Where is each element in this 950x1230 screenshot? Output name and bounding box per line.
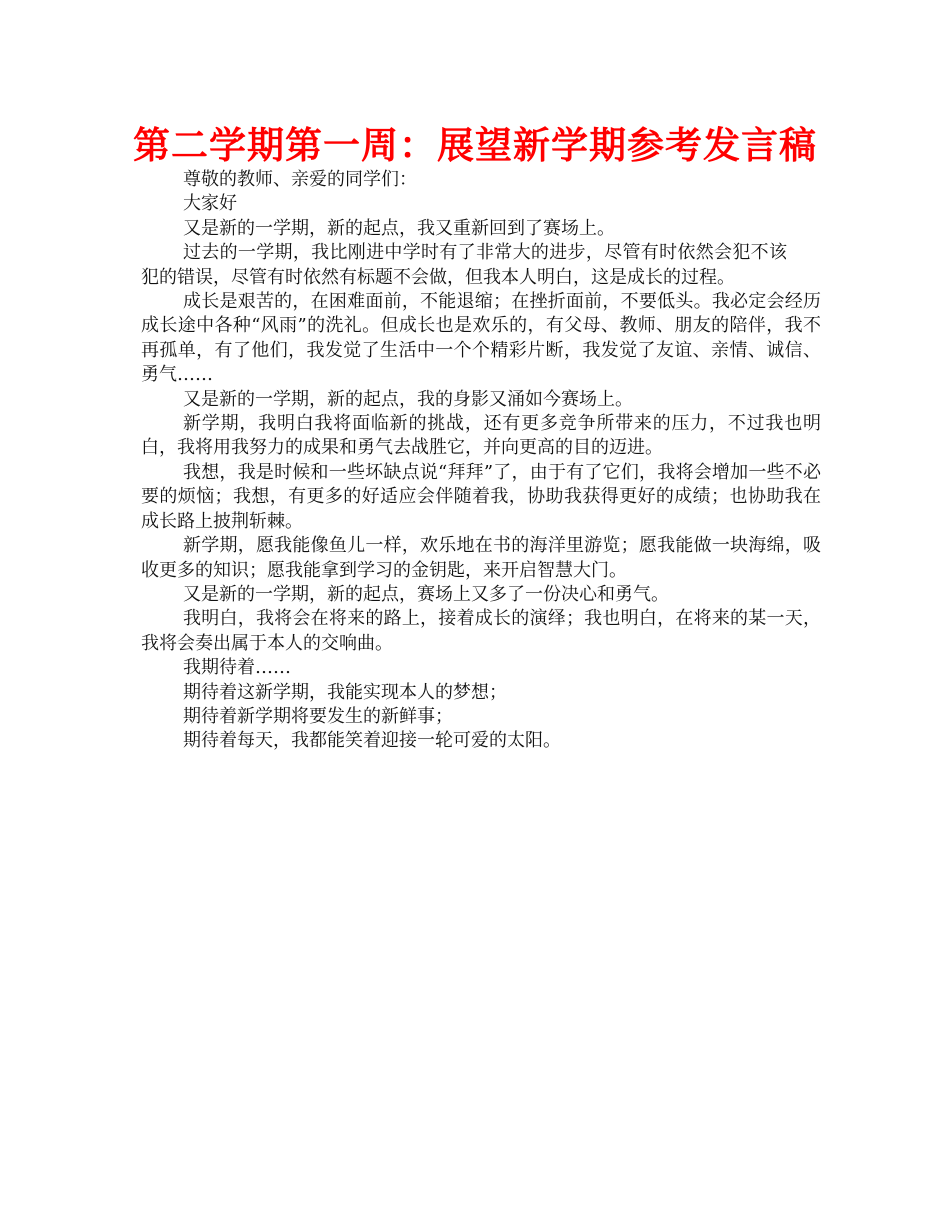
document-body [141, 168, 821, 754]
greeting: 大家好 [183, 193, 237, 215]
paragraph: 成长是艰苦的，在困难面前，不能退缩；在挫折面前，不要低头。我必定会经历成长途中各种“风雨”的洗礼。但成长也是欢乐的，有父母、教师、朋友的陪伴，我不再孤单，有了他们，我发觉了生活中一个个精彩片断，我发觉了友谊、亲情、诚信、勇气…… [141, 291, 821, 386]
paragraph: 我期待着…… [183, 657, 291, 679]
paragraph: 我想，我是时候和一些坏缺点说“拜拜”了，由于有了它们，我将会增加一些不必要的烦恼；我想，有更多的好适应会伴随着我，协助我获得更好的成绩；也协助我在成长路上披荆斩棘。 [141, 461, 821, 532]
paragraph: 又是新的一学期，新的起点，我的身影又涌如今赛场上。 [183, 388, 633, 410]
paragraph: 期待着新学期将要发生的新鲜事； [183, 705, 453, 727]
paragraph: 期待着这新学期，我能实现本人的梦想； [183, 681, 507, 703]
paragraph: 我明白，我将会在将来的路上，接着成长的演绎；我也明白，在将来的某一天，我将会奏出属于本人的交响曲。 [141, 608, 821, 654]
document-title: 第二学期第一周：展望新学期参考发言稿 [133, 124, 817, 167]
paragraph: 过去的一学期，我比刚进中学时有了非常大的进步，尽管有时依然会犯不该犯的错误，尽管有时依然有标题不会做，但我本人明白，这是成长的过程。 [141, 242, 787, 288]
paragraph: 新学期，我明白我将面临新的挑战，还有更多竞争所带来的压力，不过我也明白，我将用我努力的成果和勇气去战胜它，并向更高的目的迈进。 [141, 413, 821, 459]
paragraph: 新学期，愿我能像鱼儿一样，欢乐地在书的海洋里游览；愿我能做一块海绵，吸收更多的知识；愿我能拿到学习的金钥匙，来开启智慧大门。 [141, 535, 821, 581]
paragraph: 又是新的一学期，新的起点，赛场上又多了一份决心和勇气。 [183, 583, 669, 605]
paragraph: 期待着每天，我都能笑着迎接一轮可爱的太阳。 [183, 730, 561, 752]
paragraph: 又是新的一学期，新的起点，我又重新回到了赛场上。 [183, 217, 615, 239]
salutation: 尊敬的教师、亲爱的同学们： [183, 169, 417, 190]
